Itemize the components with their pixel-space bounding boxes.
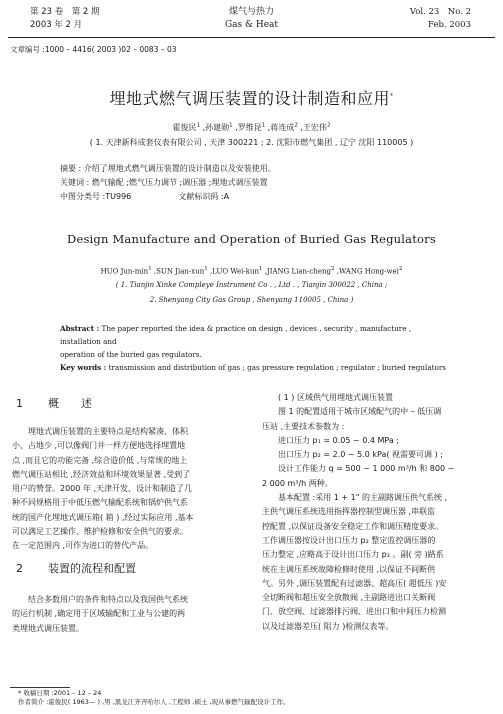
right-column-body [262, 391, 492, 634]
text-line: 统在主调压系统故障检修时使用 ,以保证不间断供 [262, 564, 436, 574]
text-line: 图 1 的配置适用于城市区域配气的中 – 低压调 [278, 407, 442, 417]
text-line: 基本配置 :采用 1 + 1" 的主副路调压供气系统 , [278, 493, 448, 503]
keywords-cn: 关键词 : 燃气输配 ;燃气压力调节 ;调压器 ;埋地式调压装置 [60, 178, 268, 187]
author-name: 霍俊民 [172, 123, 197, 132]
footnote-author-bio: 作者简介 :霍俊民( 1963— ) ,男 ,黑龙江齐齐哈尔人 ,工程师 ,硕士 ,现从事燃气输配设计工作。 [18, 698, 290, 706]
section-2-number: 2 [16, 562, 23, 575]
text-line: 进口压力 p₁ = 0.05 ~ 0.4 MPa ; [278, 435, 399, 445]
header-rule [8, 37, 495, 38]
document-code: 文献标识码 :A [178, 192, 230, 201]
section-1-number: 1 [16, 397, 23, 410]
text-line: 压力整定 ,应略高于设计出口压力 p₂ 。副( 旁 )路系 [262, 550, 444, 560]
title-cn [0, 86, 503, 109]
text-line: 燃气调压站相比 ,经济效益和环境效果显著 ,受到了 [12, 469, 191, 479]
author-name: 罗维昆 [237, 123, 262, 132]
abstract-en-text-1: The paper reported the idea & practice on design , devices , security , manufacture , installation and [60, 324, 412, 346]
author-name: WANG Hong-wei [338, 267, 399, 276]
text-line: 埋地式调压装置的主要特点是结构紧凑、体积 [28, 427, 188, 436]
volume-issue-en: Vol. 23 No. 2 [409, 7, 471, 17]
author-affiliation-mark: 2 [294, 122, 298, 129]
author-affiliation-mark: 1 [229, 122, 233, 129]
text-line: 的运行机制 ,确定用于区域输配和工业与公建的两 [12, 609, 186, 619]
title-en: Design Manufacture and Operation of Buried Gas Regulators [67, 232, 436, 246]
text-line: 2 000 m³/h 两种。 [262, 478, 333, 488]
author-affiliation-mark: 2 [331, 266, 335, 272]
authors-en: HUO Jun-$\min^1$ ,SUN Jian-xun$^1$ ,LUO Wei-kun$^1$ ,JIANG Lian-cheng$^2$ ,WANG Hong-wei$^2$ [100, 266, 403, 276]
keywords-en-text: transmission and distribution of gas ; gas pressure regulation ; regulator ; buried regulators [106, 363, 446, 372]
text-line: 压站 ,主要技术参数为 : [262, 421, 345, 431]
affiliation-en-1: ( 1. Tianjin Xinke Compleye Instrument Co . , Ltd . , Tianjin 300022 , China ; [115, 281, 388, 289]
section-2-title: 装置的流程和配置 [48, 562, 136, 575]
journal-name-en: Gas & Heat [224, 20, 279, 30]
text-line: 在一定范围内 ,可作为进口的替代产品。 [12, 541, 154, 551]
clc-number: 中图分类号 :TU996 [60, 192, 132, 201]
text-line: 设计工作能力 q = 500 ~ 1 000 m³/h 和 800 ~ [278, 464, 455, 474]
journal-name-cn: 煤气与热力 [228, 7, 274, 17]
affiliation-cn: ( 1. 天津新科成套仪表有限公司 , 天津 300221 ; 2. 沈阳市燃气集团 , 辽宁 沈阳 110005 ) [89, 138, 414, 147]
author-affiliation-mark: 2 [398, 266, 403, 272]
article-number: 文章编号 :1000 – 4416( 2003 )02 – 0083 – 03 [10, 45, 177, 54]
text-line: 结合多数用户的条件和特点以及我国供气系统 [28, 595, 188, 604]
text-line: 可以满足工艺操作、维护检修和安全供气的要求。 [12, 527, 188, 537]
author-affiliation-mark: 2 [326, 122, 331, 129]
section-2-heading [16, 560, 136, 576]
author-name: JIANG Lian-cheng [266, 267, 331, 276]
author-name: 王宏伟 [302, 123, 327, 132]
text-line: 以及过滤器差压( 阻力 )检测仪表等。 [262, 621, 394, 631]
volume-issue-cn: 第 23 卷 第 2 期 [30, 7, 100, 17]
text-line: 小、占地少 ,可以像阀门井一样方便地选择埋置地 [12, 441, 186, 451]
abstract-en-label: Abstract : [60, 324, 100, 333]
section-1-heading [16, 395, 92, 411]
text-line: 点 ,而且它的功能完备 ,综合造价低 ,与常规的地上 [12, 455, 188, 465]
date-cn: 2003 年 2 月 [30, 20, 83, 30]
author-name: 蒋连成 [270, 123, 295, 132]
footnote-rule [10, 687, 70, 688]
text-line: 气。另外 ,调压装置配有过滤器、超高压( 超低压 )安 [262, 578, 447, 588]
text-line: 主供气调压系统选用指挥器控制型调压器 ,串联监 [262, 507, 436, 517]
text-line: 用户的赞誉。2000 年 ,天津开发、设计和制造了几 [12, 484, 192, 494]
text-line: 全切断阀和超压安全放散阀 ,主副路进出口关断阀 [262, 593, 436, 603]
author-affiliation-mark: 1 [258, 266, 263, 272]
text-line: 门、放空阀、过滤器排污阀、进出口和中间压力检测 [262, 607, 446, 617]
keywords-en-label: Key words : [60, 363, 107, 372]
author-affiliation-mark: 1 [196, 122, 201, 129]
author-name: LUO Wei-kun [212, 267, 259, 276]
text-line: 出口压力 p₂ = 2.0 ~ 5.0 kPa( 视需要可调 ) ; [278, 450, 443, 460]
authors-cn: 霍俊民$^1$ ,孙建勋$^1$ ,罗维昆$^1$ ,蒋连成$^2$ ,王宏伟$^2$ [172, 122, 331, 132]
classification-line [60, 190, 229, 203]
abstract-cn: 摘要 : 介绍了埋地式燃气调压装置的设计制造以及安装使用。 [60, 164, 276, 173]
date-en: Feb. 2003 [428, 20, 471, 30]
author-affiliation-mark: 1 [148, 266, 152, 272]
text-line: 类埋地式调压装置。 [12, 623, 84, 633]
author-affiliation-mark: 1 [261, 122, 266, 129]
section-1-body [12, 425, 248, 554]
text-line: 种不同规格用于中低压燃气输配系统和锅炉供气系 [12, 498, 188, 508]
title-footnote-mark: * [390, 92, 394, 100]
text-line: 工作调压器按设计出口压力 p₂ 整定监控调压器的 [262, 535, 436, 545]
text-line: 控配置 ,以保证设备安全稳定工作和调压精度要求。 [262, 521, 444, 531]
section-1-title: 概 述 [48, 397, 92, 410]
author-affiliation-mark: 1 [204, 266, 208, 272]
text-line: 统的国产化埋地式调压箱( 箱 ) ,经过实际应用 ,基本 [12, 512, 194, 522]
author-name: 孙建勋 [205, 123, 230, 132]
affiliation-en-2: 2. Shenyang City Gas Group , Shenyang 110005 , China ) [149, 296, 354, 304]
header-volume-en [410, 6, 471, 32]
abstract-en [60, 322, 450, 374]
text-line: ( 1 ) 区域供气用埋地式调压装置 [278, 393, 393, 402]
title-cn-text: 埋地式燃气调压装置的设计制造和应用 [109, 89, 390, 108]
footnote-received: * 收稿日期 :2001 – 12 – 24 [18, 689, 102, 697]
section-2-body [12, 593, 248, 636]
author-name: SUN Jian-xun [156, 267, 205, 276]
author-name: HUO Jun-min [100, 267, 149, 276]
abstract-en-text-2: operation of the buried gas regulators. [60, 350, 202, 359]
